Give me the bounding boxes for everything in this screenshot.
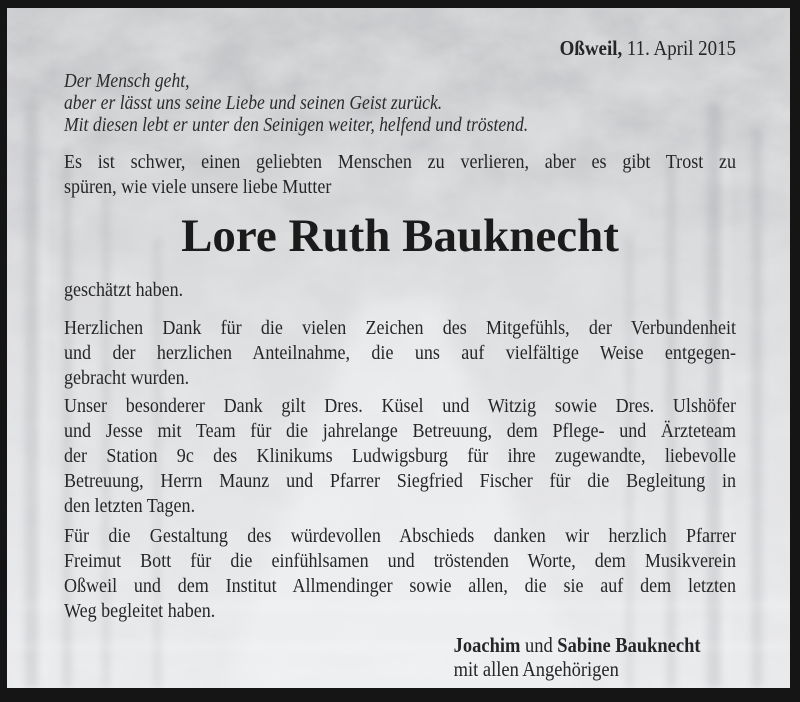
deceased-name: Lore Ruth Bauknecht: [181, 210, 619, 262]
signature-relatives: mit allen Angehörigen: [453, 657, 619, 681]
signature-names: [454, 633, 736, 657]
acknowledgement-paragraph-3: [64, 524, 736, 624]
dateline: [64, 35, 736, 61]
text-line: Freimut Bott für die einfühlsamen und tröstenden Worte, dem Musikverein: [64, 550, 737, 572]
dateline-place: Oßweil,: [559, 36, 623, 60]
acknowledgement-paragraph-1: [64, 316, 736, 391]
text-line: den letzten Tagen.: [64, 495, 196, 517]
notice-content: [64, 8, 736, 681]
text-line: Oßweil und dem Institut Allmendinger sowie allen, die sie auf dem letzten: [64, 575, 737, 597]
epigraph: [64, 70, 736, 136]
text-line: und Jesse mit Team für die jahrelange Betreuung, dem Pflege- und Ärzteteam: [64, 420, 737, 442]
text-line: Weg begleitet haben.: [64, 600, 216, 622]
text-line: und der herzlichen Anteilnahme, die uns auf vielfältige Weise entgegen-: [64, 342, 737, 364]
text-line: gebracht wurden.: [64, 367, 190, 389]
epigraph-line: Mit diesen lebt er unter den Seinigen weiter, helfend und tröstend.: [64, 114, 529, 136]
dateline-date: 11. April 2015: [626, 36, 737, 60]
signature-connector: und: [524, 633, 553, 657]
signature-block: [64, 633, 736, 681]
text-line: Es ist schwer, einen geliebten Menschen zu verlieren, aber es gibt Trost zu: [64, 151, 737, 173]
epigraph-line: aber er lässt uns seine Liebe und seinen Geist zurück.: [64, 92, 443, 114]
signature-name-1: Joachim: [453, 633, 521, 657]
after-name-line: [64, 278, 736, 303]
intro-paragraph: [64, 150, 736, 200]
text-line: spüren, wie viele unsere liebe Mutter: [64, 176, 332, 198]
text-line: Für die Gestaltung des würdevollen Abschieds danken wir herzlich Pfarrer: [64, 525, 737, 547]
acknowledgement-paragraph-2: [64, 394, 736, 519]
text-line: der Station 9c des Klinikums Ludwigsburg für ihre zugewandte, liebevolle: [64, 445, 737, 467]
text-line: Herzlichen Dank für die vielen Zeichen des Mitgefühls, der Verbundenheit: [64, 317, 737, 339]
text-line: geschätzt haben.: [64, 279, 184, 301]
epigraph-line: Der Mensch geht,: [64, 70, 190, 92]
text-line: Betreuung, Herrn Maunz und Pfarrer Siegfried Fischer für die Begleitung in: [64, 470, 737, 492]
memorial-background-photo: [7, 8, 790, 688]
text-line: Unser besonderer Dank gilt Dres. Küsel und Witzig sowie Dres. Ulshöfer: [64, 395, 737, 417]
signature-name-2: Sabine Bauknecht: [557, 633, 701, 657]
